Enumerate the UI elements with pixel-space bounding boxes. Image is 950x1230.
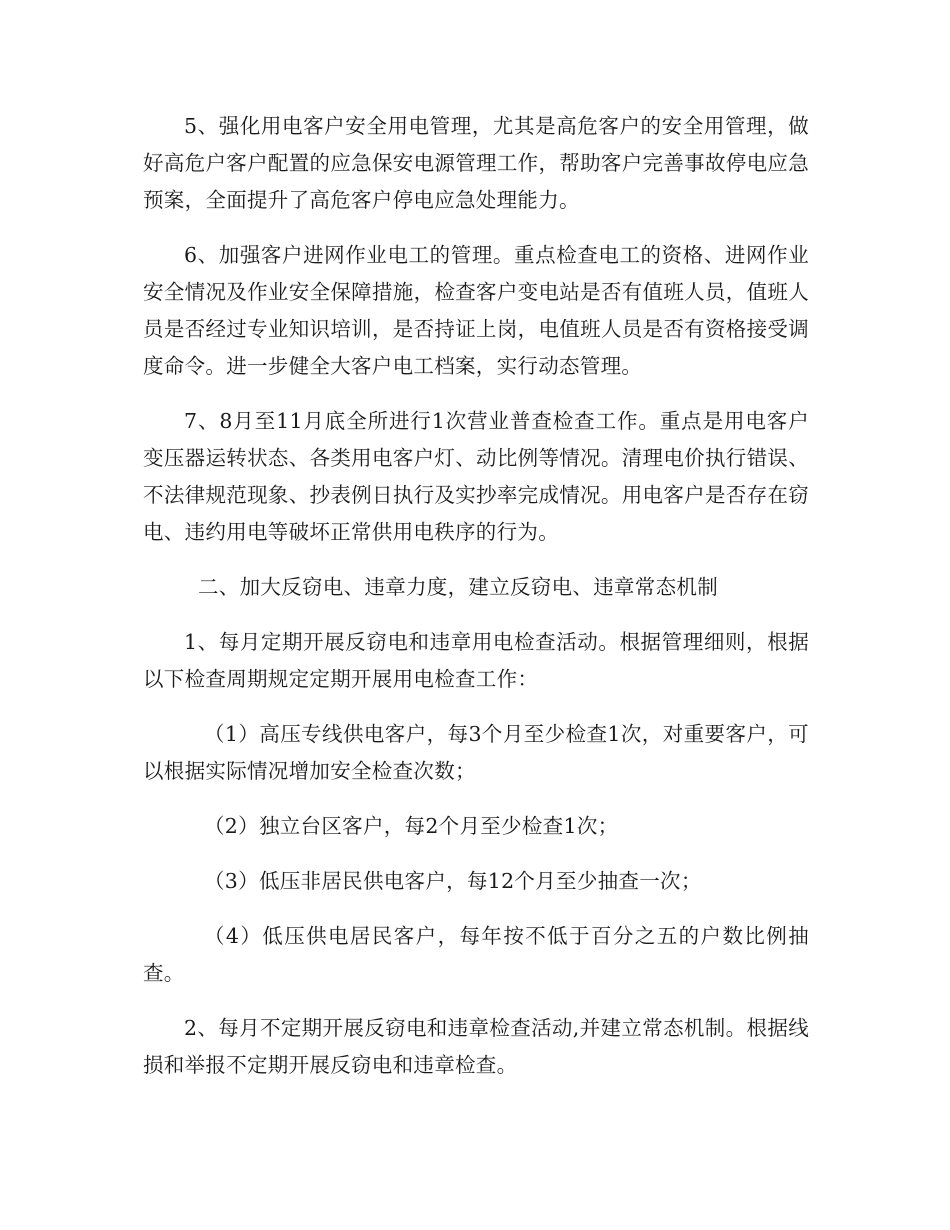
paragraph-item-6: 6、加强客户进网作业电工的管理。重点检查电工的资格、进网作业安全情况及作业安全保障措施，检查客户变电站是否有值班人员，值班人员是否经过专业知识培训，是否持证上岗，电值班人员是否有资格接受调度命令。进一步健全大客户电工档案，实行动态管理。	[143, 243, 809, 378]
sub-item-1: （1）高压专线供电客户，每3个月至少检查1次，对重要客户，可以根据实际情况增加安全检查次数；	[143, 722, 809, 783]
paragraph-item-5: 5、强化用电客户安全用电管理，尤其是高危客户的安全用管理，做好高危户客户配置的应急保安电源管理工作，帮助客户完善事故停电应急预案，全面提升了高危客户停电应急处理能力。	[143, 114, 809, 212]
sub-item-4: （4）低压供电居民客户，每年按不低于百分之五的户数比例抽查。	[143, 924, 809, 985]
section-heading: 二、加大反窃电、违章力度，建立反窃电、违章常态机制	[198, 575, 718, 599]
paragraph-item-2: 2、每月不定期开展反窃电和违章检查活动,并建立常态机制。根据线损和举报不定期开展反窃电和违章检查。	[143, 1016, 809, 1077]
sub-item-3: （3）低压非居民供电客户，每12个月至少抽查一次；	[204, 869, 702, 893]
paragraph-item-1: 1、每月定期开展反窃电和违章用电检查活动。根据管理细则，根据以下检查周期规定定期开展用电检查工作：	[143, 630, 809, 691]
paragraph-item-7: 7、8月至11月底全所进行1次营业普查检查工作。重点是用电客户变压器运转状态、各类用电客户灯、动比例等情况。清理电价执行错误、不法律规范现象、抄表例日执行及实抄率完成情况。用电客户是否存在窃电、违约用电等破坏正常供用电秩序的行为。	[143, 409, 809, 544]
document-body	[143, 108, 809, 1084]
sub-item-2: （2）独立台区客户，每2个月至少检查1次；	[204, 814, 619, 838]
